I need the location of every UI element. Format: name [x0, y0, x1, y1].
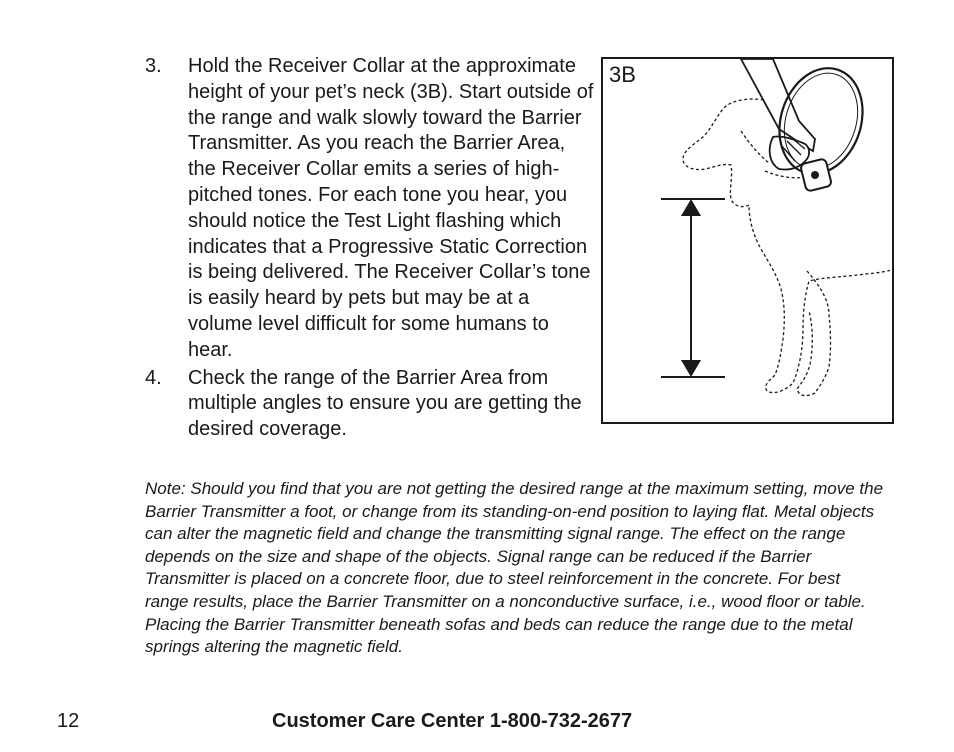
- customer-care-contact: Customer Care Center 1-800-732-2677: [272, 710, 633, 732]
- figure-illustration: [603, 59, 894, 424]
- note-paragraph: Note: Should you find that you are not getting the desired range at the maximum setting, move the Barrier Transmitter a foot, or change from its standing-on-end position to laying flat. Metal objects can alter the magnetic field and change the transmitting signal range. The effect on the range depends on the size and shape of the objects. Signal range can be reduced if the Barrier Transmitter is placed on a concrete floor, due to steel reinforcement in the concrete. For best range results, place the Barrier Transmitter on a nonconductive surface, i.e., wood floor or table. Placing the Barrier Transmitter beneath sofas and beds can reduce the range due to the metal springs altering the magnetic field.: [145, 479, 884, 657]
- height-arrow-icon: [661, 199, 725, 377]
- figure-label: 3B: [609, 62, 636, 87]
- hand-holding-collar-icon: [741, 59, 815, 170]
- step-4: [145, 366, 595, 443]
- step-number: 4.: [145, 366, 162, 389]
- step-3: [145, 54, 595, 364]
- figure-3b: [601, 57, 894, 424]
- step-text: Hold the Receiver Collar at the approximate height of your pet’s neck (: [188, 55, 576, 103]
- step-text: Check the range of the Barrier Area from multiple angles to ensure you are getting the desired coverage.: [188, 366, 582, 441]
- instruction-steps: [145, 54, 595, 443]
- figure-reference: 3B: [416, 80, 442, 103]
- step-number: 3.: [145, 55, 162, 77]
- page-number: 12: [57, 710, 80, 732]
- step-text-continued: ). Start outside of the range and walk slowly toward the Barrier Transmitter. As you reach the Barrier Area, the Receiver Collar emits a series of high-pitched tones. For each tone you hear, you should notice the Test Light flashing which indicates that a Progressive Static Correction is being delivered. The Receiver Collar’s tone is easily heard by pets but may be at a volume level difficult for some humans to hear.: [188, 80, 594, 361]
